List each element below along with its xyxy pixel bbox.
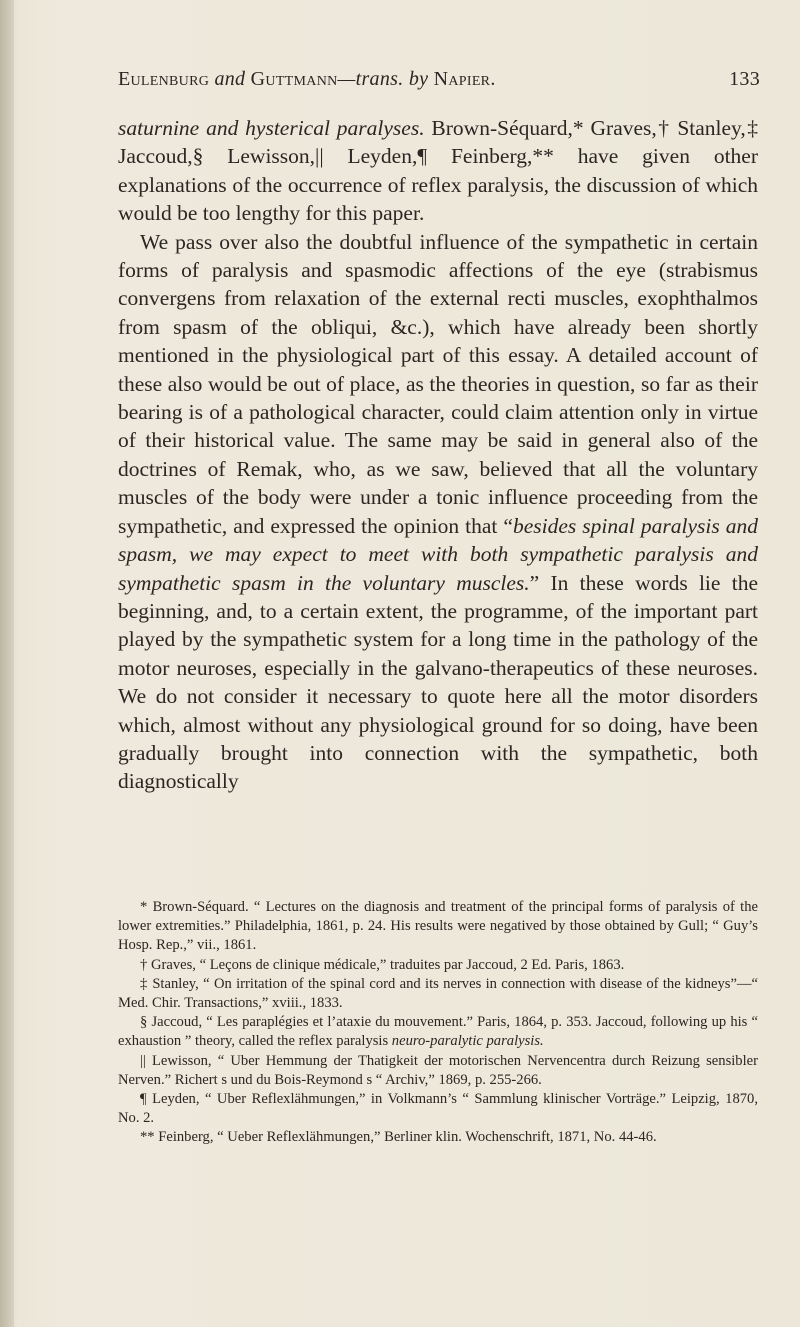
footnote-leyden: ¶ Leyden, “ Uber Reflexlähmungen,” in Volkmann’s “ Sammlung klinischer Vorträge.” Leipzig, 1870, No. 2. bbox=[118, 1091, 758, 1127]
paragraph-2-italic-quote: besides spinal paralysis and spasm, we may expect to meet with both sympathetic paralysis and sympathetic spasm in the voluntary muscles. bbox=[118, 513, 759, 595]
author-eulenburg: Eulenburg bbox=[118, 68, 210, 90]
footnote-stanley: ‡ Stanley, “ On irritation of the spinal cord and its nerves in connection with disease of the kidneys”—“ Med. Chir. Transactions,” xviii., 1833. bbox=[118, 975, 758, 1012]
running-header bbox=[118, 68, 760, 98]
translator-napier: Napier. bbox=[433, 68, 496, 90]
paragraph-2-text-a: We pass over also the doubtful influence of the sympathetic in certain forms of paralysis and spasmodic affections of the eye (strabismus convergens from relaxation of the external recti muscles, exophthalmos from spasm of the obliqui, &c.), which have already been shortly mentioned in the physiological part of this essay. A detailed account of these also would be out of place, as the theories in question, so far as their bearing is of a pathological character, could claim attention only in virtue of their historical value. The same may be said in general also of the doctrines of Remak, who, as we saw, believed that all the voluntary muscles of the body were under a tonic influence proceeding from the sympathetic, and expressed the opinion that “ bbox=[118, 229, 758, 538]
paragraph-2-text-b: ” In these words lie the beginning, and, to a certain extent, the programme, of the important part played by the sympathetic system for a long time in the pathology of the motor neuroses, especially in the galvano-therapeutics of these neuroses. We do not consider it necessary to quote here all the motor disorders which, almost without any physiological ground for so doing, have been gradually brought into connection with the sympathetic, both diagnostically bbox=[118, 570, 758, 794]
paragraph-1-text: Brown-Séquard,* Graves,† Stanley,‡ Jaccoud,§ Lewisson,|| Leyden,¶ Feinberg,** have given other explanations of the occurrence of reflex paralysis, the discussion of which would be too lengthy for this paper. bbox=[118, 116, 759, 226]
footnote-jaccoud-italic: neuro-paralytic paralysis. bbox=[391, 1033, 544, 1050]
binding-gutter bbox=[0, 0, 14, 1327]
footnote-graves: † Graves, “ Leçons de clinique médicale,” traduites par Jaccoud, 2 Ed. Paris, 1863. bbox=[140, 956, 625, 973]
footnotes bbox=[118, 898, 758, 1148]
running-title bbox=[118, 68, 496, 91]
author-guttmann: Guttmann bbox=[250, 68, 338, 90]
paragraph-2 bbox=[118, 228, 758, 796]
footnote-lewisson: || Lewisson, “ Uber Hemmung der Thatigkeit der motorischen Nervencentra durch Reizung sensibler Nerven.” Richert s und du Bois-Reymond s “ Archiv,” 1869, p. 255-266. bbox=[118, 1052, 758, 1088]
page-number: 133 bbox=[729, 68, 760, 90]
footnote-feinberg: ** Feinberg, “ Ueber Reflexlähmungen,” Berliner klin. Wochenschrift, 1871, No. 44-46. bbox=[140, 1129, 657, 1146]
paragraph-1-italic: saturnine and hysterical paralyses. bbox=[118, 116, 425, 140]
and-word: and bbox=[214, 68, 246, 90]
footnote-jaccoud-text: § Jaccoud, “ Les paraplégies et l’ataxie du mouvement.” Paris, 1864, p. 353. Jaccoud, following up his “ exhaustion ” theory, called the reflex paralysis bbox=[118, 1014, 758, 1050]
footnote-jaccoud bbox=[118, 1013, 758, 1051]
paragraph-1 bbox=[118, 114, 758, 228]
footnote-brown-sequard: * Brown-Séquard. “ Lectures on the diagnosis and treatment of the principal forms of paralysis of the lower extremities.” Philadelphia, 1861, p. 24. His results were negatived by those obtained by Gull; “ Guy’s Hosp. Rep.,” vii., 1861. bbox=[118, 899, 758, 954]
body-text bbox=[118, 114, 758, 796]
trans-by: —trans. by bbox=[337, 68, 429, 90]
